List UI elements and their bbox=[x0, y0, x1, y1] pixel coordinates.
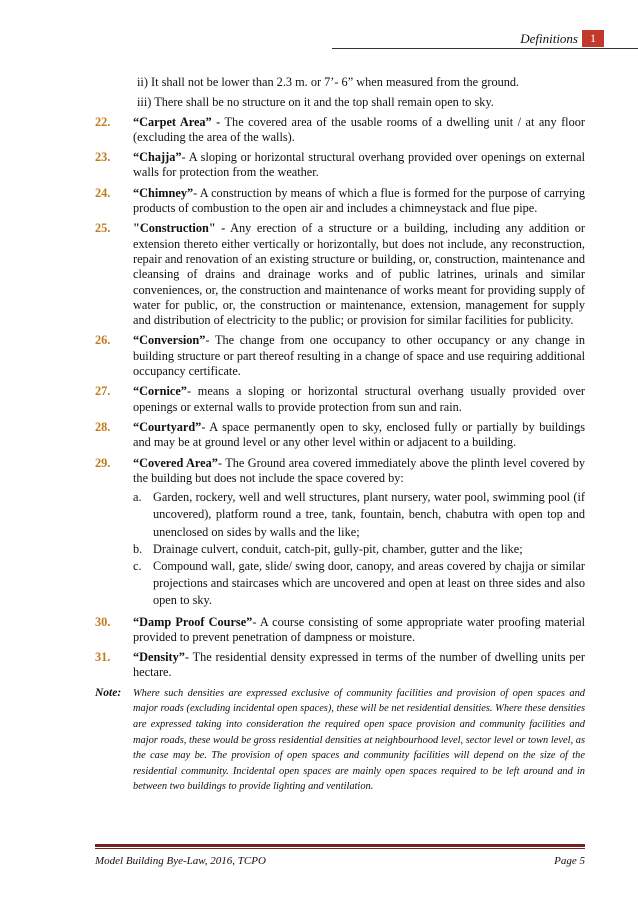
definition-text: - The Ground area covered immediately above the plinth level covered by the building but does not include the space covered by: bbox=[133, 455, 585, 485]
definition-term: “Courtyard” bbox=[133, 419, 202, 434]
definition-term: “Cornice” bbox=[133, 384, 187, 399]
sub-list-item bbox=[133, 541, 585, 558]
definition-number: 29. bbox=[95, 455, 111, 470]
definition-text: - The change from one occupancy to other occupancy or any change in building structure or part thereof resulting in a change of space and use requiring additional occupancy certificate. bbox=[133, 333, 585, 379]
page-content bbox=[95, 75, 585, 795]
definition-number: 30. bbox=[95, 614, 111, 629]
definition-item bbox=[95, 186, 585, 217]
definition-text: - A sloping or horizontal structural overhang provided over openings on external walls for protection from the weather. bbox=[133, 150, 585, 180]
header-rule bbox=[332, 48, 638, 49]
sub-list-text: Compound wall, gate, slide/ swing door, canopy, and areas covered by chajja or similar projections and staircases which are uncovered and open at least on three sides and also open to sky. bbox=[153, 558, 585, 608]
definition-term: “Density” bbox=[133, 650, 185, 665]
footer-page-number: Page 5 bbox=[554, 855, 585, 867]
definition-text: - A space permanently open to sky, enclosed fully or partially by buildings and may be at ground level or any other level within or adjacent to a building. bbox=[133, 419, 585, 450]
page-badge: 1 bbox=[582, 30, 604, 47]
definition-item bbox=[95, 615, 585, 646]
definition-body bbox=[133, 420, 585, 451]
definition-number: 22. bbox=[95, 114, 111, 129]
sub-list-text: Garden, rockery, well and well structures, plant nursery, water pool, swimming pool (if uncovered), platform round a tree, tank, fountain, bench, chabutra with open top and unenclosed on sides by walls and the like; bbox=[153, 490, 585, 539]
definition-item bbox=[95, 384, 585, 415]
definition-body bbox=[133, 615, 585, 646]
definition-term: “Covered Area” bbox=[133, 455, 218, 470]
definition-text: - The residential density expressed in terms of the number of dwelling units per hectare. bbox=[133, 650, 585, 680]
definition-item bbox=[95, 420, 585, 451]
sub-list-item bbox=[133, 489, 585, 541]
definition-number: 31. bbox=[95, 650, 111, 665]
definition-text: - A construction by means of which a flue is formed for the purpose of carrying products of combustion to the open air and includes a chimneystack and flue pipe. bbox=[133, 185, 585, 216]
definition-text: The covered area of the usable rooms of a dwelling unit / at any floor (excluding the area of the walls). bbox=[133, 114, 585, 144]
definition-body bbox=[133, 456, 585, 487]
sub-list-marker: b. bbox=[133, 541, 143, 556]
definition-text: - A course consisting of some appropriate water proofing material provided to prevent penetration of dampness or moisture. bbox=[133, 614, 585, 644]
definition-item bbox=[95, 333, 585, 379]
note-block bbox=[95, 686, 585, 795]
note-label: Note: bbox=[95, 686, 122, 699]
intro-item: iii) There shall be no structure on it and the top shall remain open to sky. bbox=[137, 94, 494, 109]
definition-term: “Chajja” bbox=[133, 150, 182, 165]
definition-number: 24. bbox=[95, 185, 111, 200]
definition-body bbox=[133, 384, 585, 415]
definition-body bbox=[133, 650, 585, 681]
sub-list bbox=[133, 489, 585, 609]
header-title: Definitions bbox=[520, 31, 578, 46]
definition-item bbox=[95, 115, 585, 146]
definition-term: “Carpet Area” - bbox=[133, 114, 221, 129]
definition-term: “Damp Proof Course” bbox=[133, 614, 253, 629]
definition-body bbox=[133, 115, 585, 146]
definition-term: "Construction" - bbox=[133, 221, 226, 236]
definitions-list bbox=[95, 115, 585, 681]
definition-item bbox=[95, 150, 585, 181]
definition-text: - means a sloping or horizontal structural overhang usually provided over openings or external walls to provide protection from sun and rain. bbox=[133, 384, 585, 414]
definition-item bbox=[95, 650, 585, 681]
definition-body bbox=[133, 186, 585, 217]
definition-number: 25. bbox=[95, 221, 111, 236]
definition-body bbox=[133, 221, 585, 328]
sub-list-text: Drainage culvert, conduit, catch-pit, gully-pit, chamber, gutter and the like; bbox=[153, 541, 523, 556]
sub-list-marker: c. bbox=[133, 558, 142, 573]
definition-number: 26. bbox=[95, 333, 111, 348]
definition-body bbox=[133, 150, 585, 181]
definition-text: Any erection of a structure or a building, including any addition or extension thereto either vertically or horizontally, but does not include, any reconstruction, repair and renovation of an existing structure or building, or, construction, maintenance and cleansing of drains and drainage works and of public latrines, urinals and similar conveniences, or, the construction and maintenance of works meant for providing supply of water for public, or, the construction or maintenance, extension, management for supply and distribution of electricity to the public; or provision for similar facilities for publicity. bbox=[133, 221, 586, 328]
definition-item bbox=[95, 456, 585, 610]
footer-rule bbox=[95, 844, 585, 847]
definition-number: 23. bbox=[95, 150, 111, 165]
footer-rule-thin bbox=[95, 848, 585, 849]
definition-body bbox=[133, 333, 585, 379]
note-text: Where such densities are expressed exclusive of community facilities and provision of open spaces and major roads (excluding incidental open spaces), these will be net residential densities. Where these densities are expressed taking into consideration the required open space provision and community facilities and major roads, these would be gross residential densities at neighbourhood level, sector level or town level, as the case may be. The provision of open spaces and community facilities will depend on the size of the residential community. Incidental open spaces are mainly open spaces required to be left around and in between two buildings to provide lighting and ventilation. bbox=[133, 687, 585, 793]
intro-item: ii) It shall not be lower than 2.3 m. or 7’- 6” when measured from the ground. bbox=[137, 75, 520, 89]
sub-list-item bbox=[133, 558, 585, 610]
sub-list-marker: a. bbox=[133, 490, 142, 505]
definition-item bbox=[95, 221, 585, 328]
definition-number: 28. bbox=[95, 419, 111, 434]
definition-term: “Chimney” bbox=[133, 185, 194, 200]
definition-term: “Conversion” bbox=[133, 333, 206, 348]
definition-number: 27. bbox=[95, 384, 111, 399]
footer-title: Model Building Bye-Law, 2016, TCPO bbox=[95, 855, 266, 867]
